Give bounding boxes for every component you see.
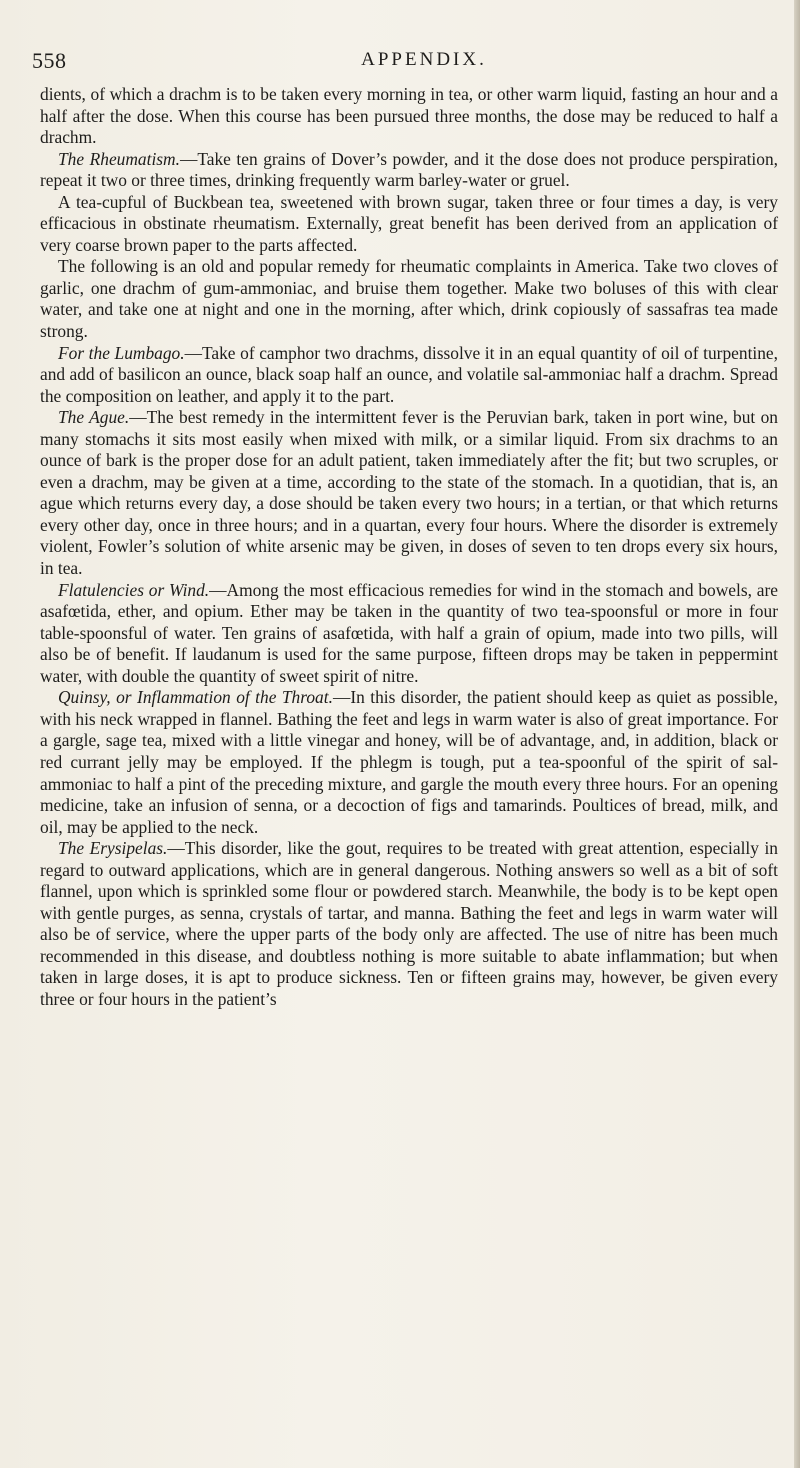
running-head: APPENDIX. [361,49,487,70]
paragraph-text: The following is an old and popular remedy for rheumatic complaints in America. Take two cloves of garlic, one drachm of gum-ammoniac, and bruise them together. Make two boluses of this with clear water, and take one at night and one in the morning, after which, drink copiously of sassafras tea made strong. [40,256,778,342]
section-heading: The Rheumatism. [58,148,180,169]
page-header [32,48,772,78]
paragraph-buckbean [40,192,778,257]
paragraph-quinsy [40,687,778,838]
section-heading: For the Lumbago. [58,342,185,363]
paragraph-text: —Take ten grains of Dover’s powder, and it the dose does not produce perspiration, repeat it two or three times, drinking frequently warm barley-water or gruel. [40,148,778,191]
paragraph-text: —The best remedy in the intermittent fever is the Peruvian bark, taken in port wine, but on many stomachs it sits most easily when mixed with milk, or a similar liquid. From six drachms to an ounce of bark is the proper dose for an adult patient, taken immediately after the fit; but two scruples, or even a drachm, may be given at a time, according to the state of the stomach. In a quotidian, that is, an ague which returns every day, a dose should be taken every two hours; in a tertian, or that which returns every other day, once in three hours; and in a quartan, every four hours. Where the disorder is extremely violent, Fowler’s solution of white arsenic may be given, in doses of seven to ten drops every six hours, in tea. [40,407,779,579]
paragraph-text: dients, of which a drachm is to be taken every morning in tea, or other warm liquid, fasting an hour and a half after the dose. When this course has been pursued three months, the dose may be reduced to half a drachm. [40,84,778,148]
paragraph-text: —In this disorder, the patient should keep as quiet as possible, with his neck wrapped in flannel. Bathing the feet and legs in warm water is also of great importance. For a gargle, sage tea, mixed with a little vinegar and honey, will be of advantage, and, in addition, black or red currant jelly may be employed. If the phlegm is tough, put a tea-spoonful of the spirit of sal-ammoniac to half a pint of the preceding mixture, and gargle the mouth every three hours. For an opening medicine, take an infusion of senna, or a decoction of figs and tamarinds. Poultices of bread, milk, and oil, may be applied to the neck. [40,687,778,837]
paragraph-ague [40,407,778,579]
paragraph-flatulencies [40,580,778,688]
paragraph-erysipelas [40,838,778,1010]
paragraph-lumbago [40,343,778,408]
paragraph-text: —This disorder, like the gout, requires to be treated with great attention, especially in regard to outward applications, which are in general dangerous. Nothing answers so well as a bit of soft flannel, upon which is sprinkled some flour or powdered starch. Meanwhile, the body is to be kept open with gentle purges, as senna, crystals of tartar, and manna. Bathing the feet and legs in warm water will also be of service, where the upper parts of the body only are affected. The use of nitre has been much recommended in this disease, and doubtless nothing is more suitable to abate inflammation; but when taken in large doses, it is apt to produce sickness. Ten or fifteen grains may, however, be given every three or four hours in the patient’s [40,838,778,1009]
paragraph-rheumatism [40,149,778,192]
section-heading: Flatulencies or Wind. [58,579,210,600]
section-heading: Quinsy, or Inflammation of the Throat. [58,687,333,708]
paragraph-american-remedy [40,256,778,342]
paragraph-continuation [40,84,778,149]
paragraph-text: A tea-cupful of Buckbean tea, sweetened with brown sugar, taken three or four times a day, is very efficacious in obstinate rheumatism. Externally, great benefit has been derived from an application of very coarse brown paper to the parts affected. [40,191,778,255]
body-text [40,84,778,1011]
paragraph-text: —Take of camphor two drachms, dissolve it in an equal quantity of oil of turpentine, and add of basilicon an ounce, black soap half an ounce, and volatile sal-ammoniac half a drachm. Spread the composition on leather, and apply it to the part. [40,342,778,406]
paragraph-text: —Among the most efficacious remedies for wind in the stomach and bowels, are asafœtida, ether, and opium. Ether may be taken in the quantity of two tea-spoonsful or more in four table-spoonsful of water. Ten grains of asafœtida, with half a grain of opium, made into two pills, will also be of benefit. If laudanum is used for the same purpose, fifteen drops may be taken in peppermint water, with double the quantity of sweet spirit of nitre. [40,579,779,686]
section-heading: The Ague. [58,407,130,428]
section-heading: The Erysipelas. [58,838,168,859]
page-number: 558 [32,48,67,73]
page-edge [794,0,800,1468]
